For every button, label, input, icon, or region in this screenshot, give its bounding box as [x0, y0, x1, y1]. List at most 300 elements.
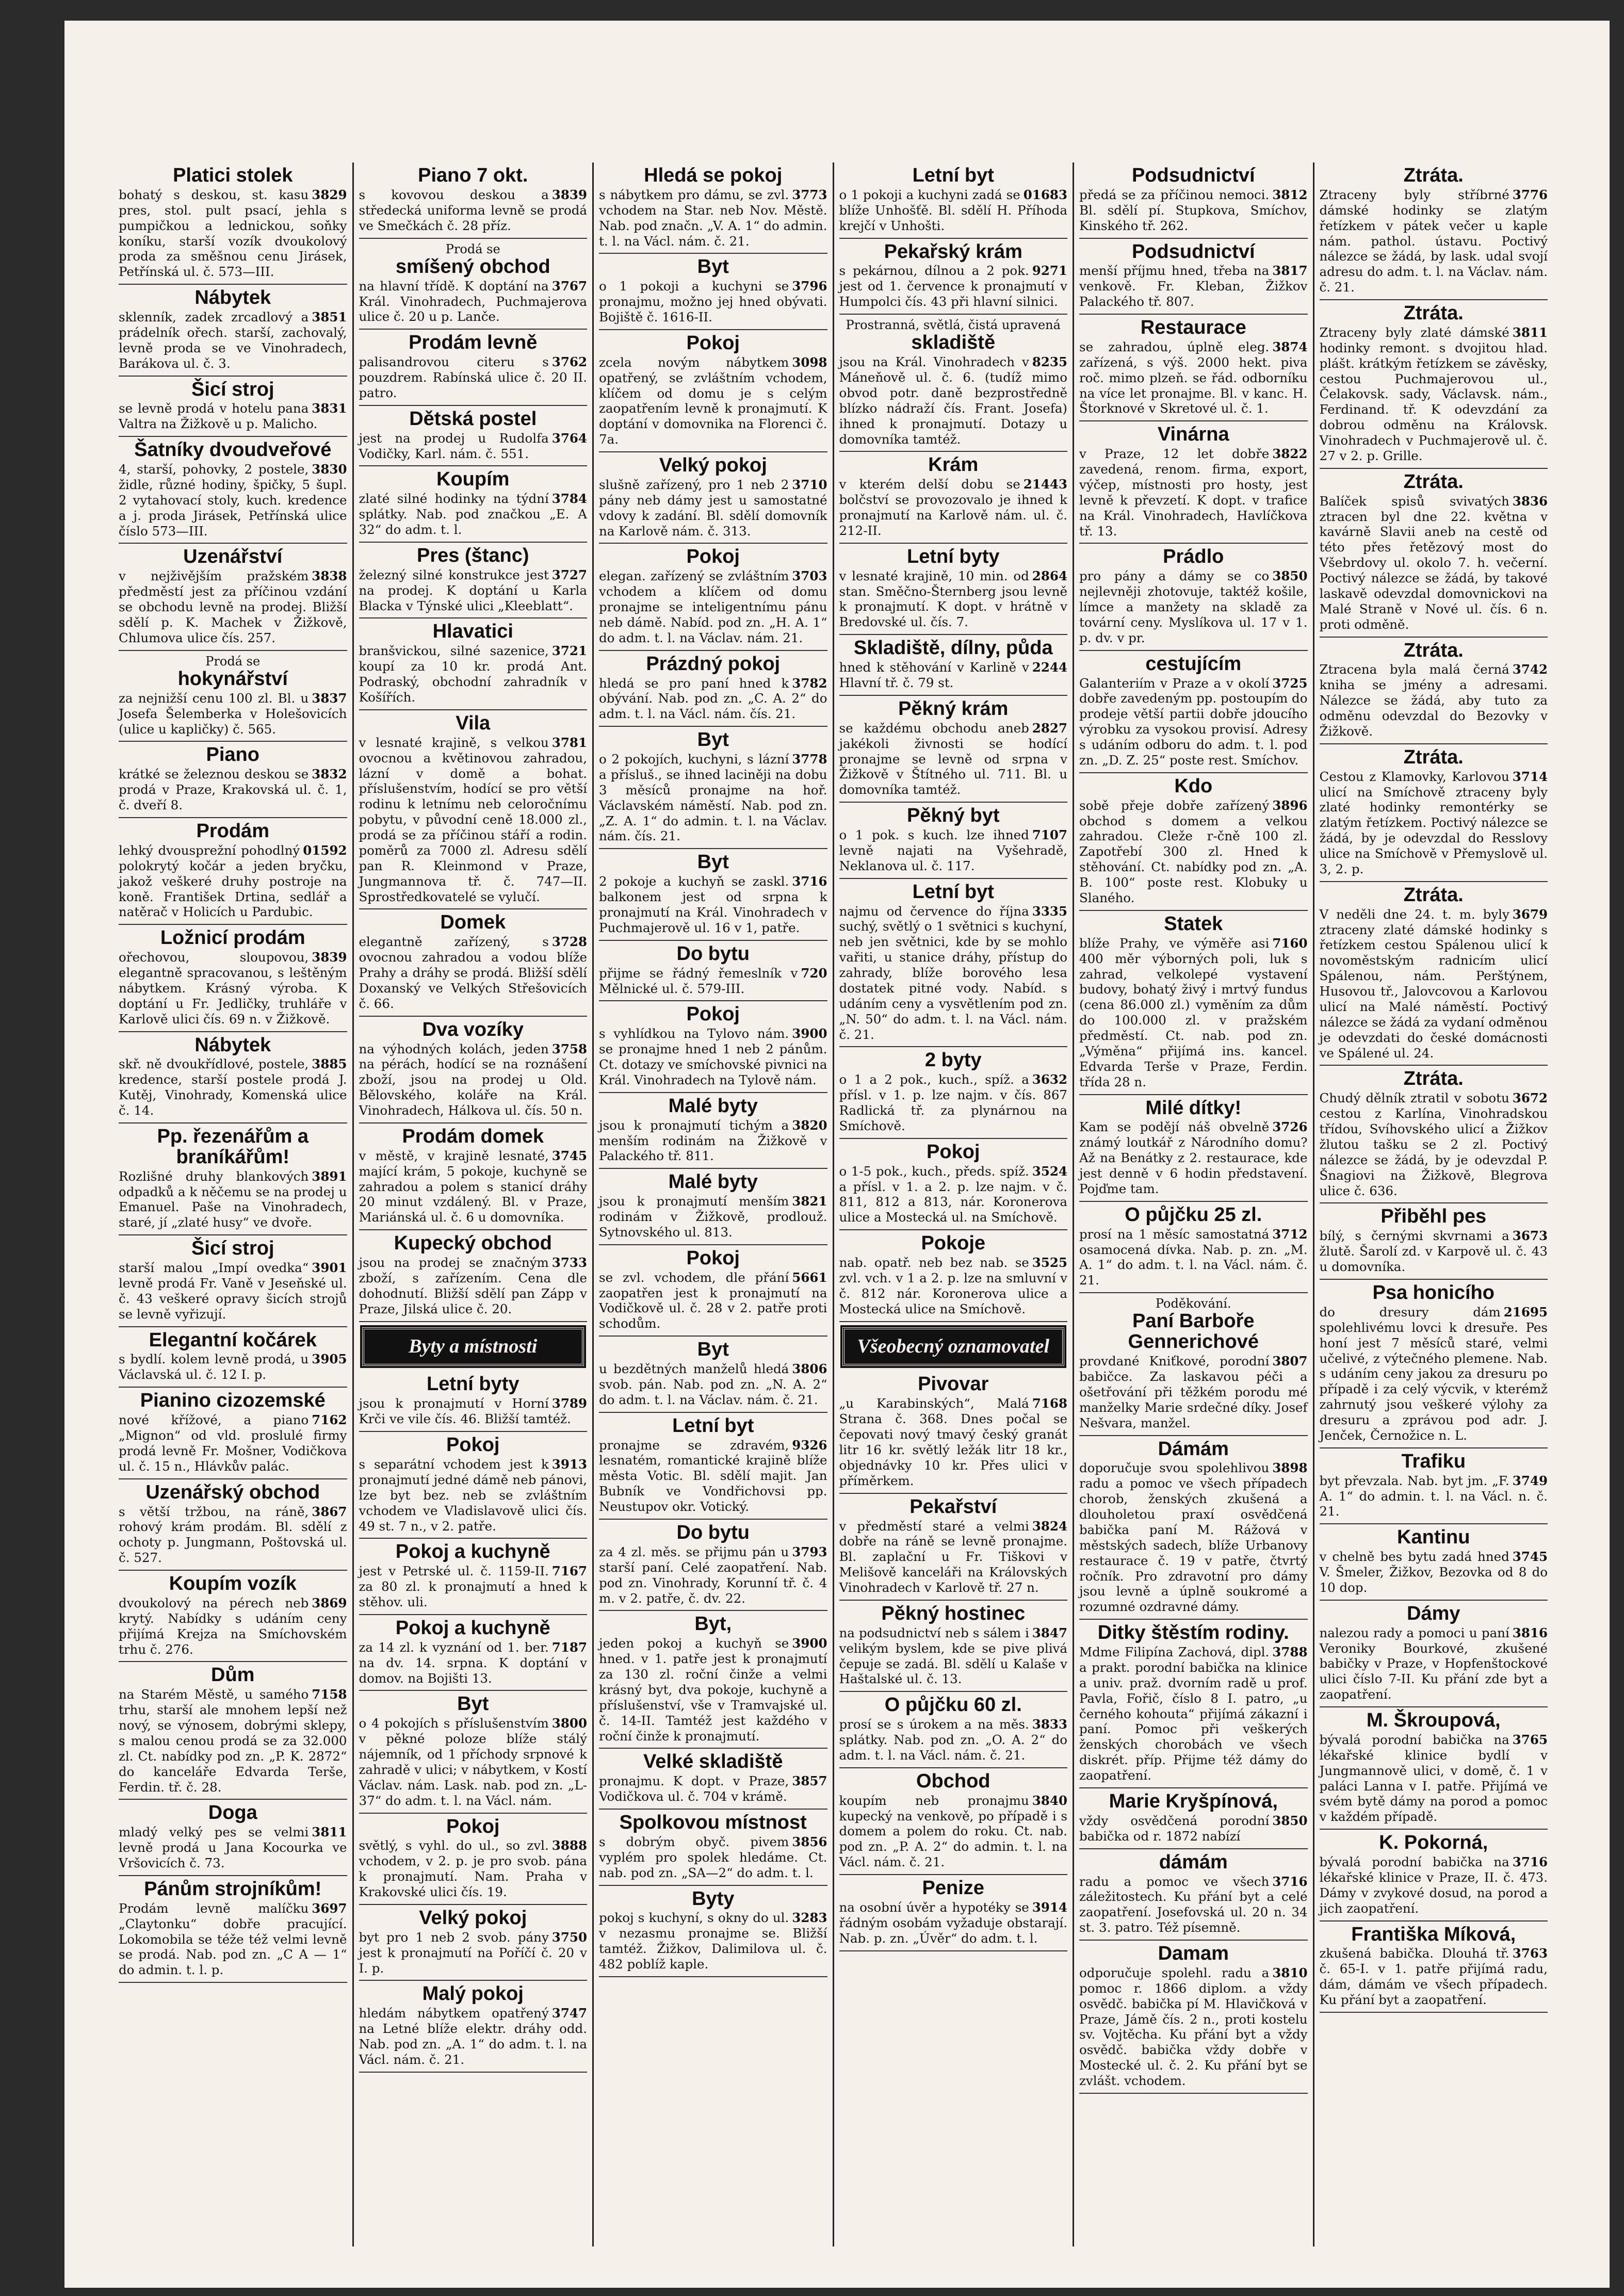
ad-text: palisandrovou citeru s pouzdrem. Rabínská ulice č. 20 II. patro. — [359, 354, 587, 400]
ad-text: s nábytkem pro dámu, se zvl. vchodem na Star. neb Nov. Městě. Nab. pod značn. „V. A. 1“ do admin. t. l. na Václ. nám. č. 21. — [599, 187, 827, 249]
classified-ad — [839, 1875, 1068, 1951]
ad-text: u bezdětných manželů hledá svob. pán. Nab. pod zn. „N. A. 2“ do adm. t. l. na Václav. nám. č. 21. — [599, 1361, 827, 1407]
classified-ad — [1320, 1601, 1548, 1707]
ad-heading: dámám — [1159, 1851, 1228, 1873]
ad-heading: cestujícím — [1145, 653, 1242, 675]
ad-text: na podsudnictví neb s sálem i velikým byslem, kde se pive plivá čepuje se zadá. Bl. sdělí u Kalaše v Haštalské ul. č. 13. — [839, 1625, 1067, 1687]
ad-number: 3679 — [1512, 906, 1548, 922]
ad-heading: Psa honicího — [1372, 1282, 1495, 1304]
ad-heading: Prádlo — [1163, 546, 1224, 568]
ad-number: 3782 — [792, 675, 827, 691]
ad-heading: Kdo — [1174, 775, 1213, 797]
ad-body — [1320, 1854, 1548, 1916]
classified-ad — [119, 1327, 347, 1388]
ad-text: Rozlišné druhy blankových odpadků a k něčemu se na prodej u Emanuel. Paše na Vinohradech, staré, jí „zlaté husy“ ve dvoře. — [119, 1168, 347, 1230]
ad-number: 3913 — [551, 1457, 587, 1472]
ad-number: 8235 — [1032, 354, 1067, 370]
ad-heading: O půjčku 60 zl. — [884, 1694, 1022, 1716]
ad-heading: Do bytu — [676, 942, 750, 965]
classified-ad — [119, 818, 347, 925]
ad-text: Balíček spisů svivatých ztracen byl dne 22. května v kavárně Slavii aneb na cestě od této přes řetězový most do Všebrdovy ul. okolo 7. h. večerní. Poctivý nálezce se žádá, by takové laskavě odevzdal domovnickovi na Malé Straně v Nové ul. čís. 6 n. proti odměně. — [1319, 493, 1548, 632]
ad-heading: O půjčku 25 zl. — [1125, 1203, 1262, 1226]
ad-body — [1320, 769, 1548, 877]
ad-number: 3821 — [792, 1194, 827, 1209]
ad-text: o 1 a 2 pok., kuch., spíž. a přísl. v 1. p. lze najm. v čís. 867 Radlická tř. za plynárnou na Smíchově. — [839, 1072, 1067, 1133]
ad-body — [359, 279, 588, 325]
ad-number: 01592 — [303, 842, 347, 858]
ad-body — [1320, 1732, 1548, 1825]
column-2 — [352, 162, 593, 2246]
ad-text: jsou k pronajmutí menším rodinám v Žižkově, prodlouž. Sytnovského ul. 813. — [599, 1194, 827, 1240]
ad-number: 3712 — [1272, 1226, 1308, 1242]
ad-heading: Ztráta. — [1403, 165, 1464, 186]
classified-ad — [119, 651, 347, 742]
section-banner: Všeobecný oznamovatel — [842, 1327, 1065, 1366]
ad-body — [1320, 1090, 1548, 1198]
ad-number: 3822 — [1272, 446, 1308, 462]
ad-text: odporučuje spolehl. radu a pomoc r. 1866 diplom. a vždy osvědč. babička pí M. Hlavičková v Praze, Jámě čís. 2 n., proti kostelu sv. Vojtěcha. Ku přání byt a vždy osvědč. babička vždy dobře v Mostecké ul. č. 2. Ku přání byt se zvlášt. vchodem. — [1079, 1965, 1308, 2089]
ad-text: blíže Prahy, ve výměře asi 400 měr výborných poli, luk s zahrad, velkolepé vystavení budovy, bohatý živý i mrtvý fundus (cena 86.000 zl.) vyměním za dům do 100.000 zl. v pražském předměstí. Ct. nab. pod zn. „Výměna“ přijímá ins. kancel. Edvarda Terše v Praze, Ferdin. třída 28 n. — [1079, 935, 1308, 1089]
classified-ad — [839, 1230, 1068, 1322]
ad-heading: Šicí stroj — [191, 378, 274, 400]
ad-heading: Trafiku — [1401, 1450, 1466, 1472]
ad-text: bývalá porodní babička na lékařské klinice bydlí v Jungmannově ulici, v domě, č. 1 v paláci Lanna v I. patře. Přijímá ve svém bytě dámy na porod a pomoc v každém případě. — [1319, 1732, 1548, 1825]
ad-text: prosí na 1 měsíc samostatná osamocená dívka. Nab. p. zn. „M. A. 1“ do adm. t. l. na Václ. nám. č. 21. — [1079, 1226, 1308, 1288]
ad-heading: Kantinu — [1397, 1526, 1470, 1549]
ad-heading: Hledá se pokoj — [644, 165, 783, 186]
ad-heading: Penize — [922, 1877, 984, 1899]
ad-heading: Ztráta. — [1403, 302, 1464, 324]
ad-body — [839, 660, 1068, 691]
ad-heading: Ztráta. — [1403, 639, 1464, 661]
ad-text: s větší tržbou, na ráně, rohový krám prodám. Bl. sdělí z ochoty p. Jungmann, Poštovská ul. č. 527. — [119, 1504, 347, 1566]
ad-text: Galanteriím v Praze a v okolí dobře zavedeným pp. postoupím do prodeje větší partii dobře jdoucího výrobku za vysokou provisí. Adresy s udáním odboru do adm. t. l. pod zn. „D. Z. 25“ poste rest. Smíchov. — [1079, 675, 1308, 768]
ad-heading: Pokoje — [921, 1232, 986, 1255]
ad-heading: Šatníky dvoudveřové — [134, 439, 332, 461]
ad-number: 3833 — [1032, 1717, 1067, 1732]
ad-body — [359, 1930, 588, 1976]
ad-text: branšvickou, silné sazenice, koupí za 10 kr. prodá Ant. Podraský, obchodní zahradník v Košířích. — [359, 643, 587, 705]
ad-number: 3829 — [312, 187, 347, 202]
ad-number: 9271 — [1032, 263, 1067, 279]
ad-heading: Letní byt — [912, 881, 994, 903]
ad-number: 3830 — [312, 462, 347, 477]
ad-body — [839, 1072, 1068, 1134]
ad-number: 3914 — [1032, 1899, 1067, 1915]
classified-ad — [1079, 1620, 1308, 1788]
classified-ad — [359, 239, 588, 330]
classified-ad — [119, 1388, 347, 1479]
ad-text: Mdme Filipína Zachová, dipl. a prakt. porodní babička na klinice a univ. praž. dvorním radě u prof. Pavla, Fořič, číslo 8 I. patro, „u černého kohouta“ přijímá zákazní i paní. Pomoc při veškerých ženských chorobách ve všech diskrét. příp. Přijme též dámy do zaopatření. — [1079, 1644, 1308, 1783]
classified-ad — [599, 1886, 827, 1977]
ad-heading: Prázdný pokoj — [646, 653, 781, 675]
ad-body — [119, 568, 347, 645]
ad-number: 3891 — [312, 1168, 347, 1184]
ad-body — [119, 950, 347, 1027]
column-5 — [1073, 162, 1313, 2246]
ad-heading: Prodám levně — [409, 332, 538, 354]
ad-heading: Hlavatici — [432, 621, 513, 643]
ad-heading: Pianino cizozemské — [140, 1390, 326, 1412]
ad-number: 3762 — [551, 354, 587, 370]
ad-number: 3716 — [792, 874, 827, 889]
classified-ad — [1079, 162, 1308, 239]
ad-body — [599, 187, 827, 249]
classified-ad — [599, 1001, 827, 1093]
classified-ad — [119, 742, 347, 818]
ad-number: 21695 — [1503, 1304, 1548, 1320]
ad-number: 3810 — [1272, 1965, 1308, 1980]
ad-heading: Pokoj — [927, 1141, 980, 1163]
classified-ad — [119, 925, 347, 1032]
ad-text: koupím neb pronajmu kupecký na venkově, po případě i s domem a polem do roku. Ct. nab. pod zn. „P. A. 2“ do admin. t. l. na Václ. nám. č. 21. — [839, 1793, 1067, 1870]
ad-body — [119, 310, 347, 371]
classified-ad — [119, 544, 347, 650]
ad-number: 3728 — [551, 934, 587, 950]
ad-heading: Pěkný byt — [906, 805, 1000, 827]
ad-text: v předměstí staré a velmi dobře na ráně se levně pronajme. Bl. zaplační u Fr. Tiškovi v Melišově kanceláři na Královských Vinohradech v Karlově tř. 27 n. — [839, 1518, 1067, 1595]
ad-body — [359, 1640, 588, 1686]
ad-heading: M. Škroupová, — [1366, 1709, 1501, 1732]
ad-number: 2244 — [1032, 660, 1067, 675]
ad-heading: Doga — [208, 1802, 257, 1824]
ad-body — [1320, 187, 1548, 295]
ad-text: lehký dvousprežní pohodlný polokrytý kočár a jeden bryčku, jakož veškeré druhy postroje na koně. František Drtina, sedlář a natěrač v Holicích u Pardubic. — [119, 842, 347, 920]
classified-ad — [119, 1123, 347, 1235]
ad-body — [599, 1026, 827, 1088]
ad-body — [1320, 1625, 1548, 1702]
ad-text: ořechovou, sloupovou, elegantně spracovanou, s leštěným nábytkem. Krásný výroba. K doptání u Fr. Jedličky, truhláře v Karlově ulici čís. 69 n. v Žižkově. — [119, 950, 347, 1027]
classified-ad — [599, 941, 827, 1002]
ad-heading: Vila — [456, 712, 491, 734]
ad-body — [359, 2006, 588, 2067]
ad-number: 3758 — [551, 1041, 587, 1056]
ad-heading: Františka Míková, — [1351, 1923, 1516, 1945]
classified-ad — [359, 1123, 588, 1230]
ad-body — [599, 355, 827, 447]
ad-heading: Letní byty — [907, 545, 1000, 567]
ad-heading: Letní byt — [912, 165, 994, 186]
ad-body — [599, 1910, 827, 1972]
ad-number: 3856 — [792, 1834, 827, 1849]
classified-ad — [599, 1169, 827, 1245]
ad-text: hledá se pro paní hned k obývání. Nab. pod zn. „C. A. 2“ do adm. t. l. na Václ. nám. čís. 21. — [599, 675, 827, 722]
ad-body — [599, 1636, 827, 1744]
classified-ad — [359, 1814, 588, 1905]
ad-number: 3283 — [792, 1910, 827, 1926]
ad-body — [119, 843, 347, 920]
ad-number: 3888 — [551, 1838, 587, 1853]
classified-ad — [359, 162, 588, 239]
ad-heading: Koupím vozík — [169, 1573, 297, 1595]
ad-text: byt převzala. Nab. byt jm. „F. A. 1“ do admin. t. l. na Václ. n. č. 21. — [1319, 1473, 1548, 1519]
classified-ad — [599, 452, 827, 544]
ad-number: 3850 — [1272, 1813, 1308, 1828]
ad-text: za nejnižší cenu 100 zl. Bl. u Josefa Šelemberka v Holešovicích (ulice u kapličky) č. 565. — [119, 690, 347, 737]
classified-ad — [1320, 1830, 1548, 1921]
classified-ad — [119, 1032, 347, 1123]
classified-ad — [839, 635, 1068, 696]
ad-number: 3901 — [312, 1260, 347, 1276]
ad-heading: 2 byty — [924, 1049, 982, 1071]
classified-ad — [1320, 1066, 1548, 1203]
ad-text: jest na prodej u Rudolfa Vodičky, Karl. nám. č. 551. — [359, 430, 549, 461]
ad-number: 3838 — [312, 568, 347, 584]
ad-number: 3727 — [551, 567, 587, 582]
classified-ad — [839, 1768, 1068, 1875]
classified-ad — [1320, 744, 1548, 882]
ad-text: za 14 zl. k vyznání od 1. ber. na dv. 14. srpna. K doptání v domov. na Bojišti 13. — [359, 1639, 587, 1686]
ad-heading: Do bytu — [676, 1521, 750, 1543]
ad-text: V neděli dne 24. t. m. byly ztraceny zlaté dámské hodinky s řetízkem cestou Spálenou ulicí k novoměstským radnicím ulicí Spálenou, nám. Perštýnem, Husovou tř., Jalovcovou a Karlovou ulicí na Malé náměstí. Poctivý nálezce se žádá za vydaní odměnou je odevzdati do české domácnosti ve Spálené ul. 24. — [1319, 906, 1548, 1061]
ad-heading: Pokoj — [446, 1434, 500, 1456]
ad-body — [119, 401, 347, 432]
ad-heading: Malé byty — [668, 1171, 758, 1193]
ad-text: pronajme se zdravém, lesnatém, romantické krajině blíže města Votic. Bl. sdělí majit. Jan Bubník ve Vondřichovsi pp. Neustupov okr. Votický. — [599, 1437, 827, 1515]
ad-body — [119, 767, 347, 813]
ad-heading: Dámám — [1158, 1438, 1229, 1460]
ad-text: dvoukolový na pérech neb krytý. Nabídky s udáním ceny přijímá Krejza na Smíchovském trhu č. 276. — [119, 1595, 347, 1657]
ad-body — [359, 735, 588, 905]
ad-body — [1320, 1305, 1548, 1443]
ad-heading: Krám — [928, 454, 979, 476]
ad-body — [599, 1438, 827, 1515]
ad-text: se zvl. vchodem, dle přání zaopatřen jest k pronajmutí na Vodičkově ul. č. 28 v 2. patře proti schodům. — [599, 1269, 827, 1331]
ad-heading: Podsudnictví — [1131, 240, 1255, 263]
column-6 — [1313, 162, 1553, 2246]
ad-text: o 2 pokojích, kuchyni, s lázní a přísluš., se ihned laciněji na dobu 3 měsíců pronajme na hoř. Václavském náměstí. Nab. pod zn. „Z. A. 1“ do admin. t. l. na Václav. nám. čís. 21. — [599, 752, 827, 844]
ad-body — [839, 568, 1068, 630]
ad-number: 3806 — [792, 1361, 827, 1377]
ad-heading: hokynářství — [177, 667, 288, 690]
ad-text: pokoj s kuchyní, s okny do ul. v nezasmu pronajme se. Bližší tamtéž. Žižkov, Dalimilova ul. č. 482 poblíž kaple. — [599, 1910, 827, 1972]
ad-text: o 1 pokoji a kuchyni se pronajmu, možno jej hned obývati. Bojiště č. 1616-II. — [599, 279, 827, 325]
classified-ad — [359, 909, 588, 1016]
ad-text: mladý velký pes se velmi levně prodá u Jana Kocourka ve Vršovicích č. 73. — [119, 1825, 347, 1871]
classified-ad — [1079, 773, 1308, 911]
ad-heading: Šicí stroj — [191, 1237, 274, 1260]
classified-ad — [839, 803, 1068, 879]
ad-heading: Malý pokoj — [422, 1983, 524, 2005]
ad-text: na osobní úvěr a hypotéky se řádným osobám vyžaduje obstarají. Nab. p. zn. „Úvěr“ do adm. t. l. — [839, 1899, 1067, 1946]
ad-body — [119, 1825, 347, 1871]
classified-ad — [1320, 1524, 1548, 1601]
ad-body — [359, 567, 588, 614]
classified-ad — [1079, 1788, 1308, 1849]
ad-heading: smíšený obchod — [395, 255, 550, 278]
ad-text: provdané Kniťkové, porodní babičce. Za laskavou péči a ošetřování při těžkém porodu mé manželky Marie srdečné díky. Josef Nešvara, manžel. — [1079, 1354, 1308, 1430]
ad-number: 3773 — [792, 187, 827, 202]
ad-text: o 4 pokojích s příslušenstvím v pěkné poloze blíže stálý nájemník, od 1 příchody srpnové k zahradě v ulici; v nábytkem, v Kostí Václav. nám. Lask. nab. pod zn. „L-37“ do adm. t. l. na Václ. nám. — [359, 1716, 587, 1808]
ad-body — [599, 279, 827, 325]
ad-text: zcela novým nábytkem opatřený, se zvláštním vchodem, klíčem od domu je s celým zaopatřením levně k pronajmutí. K doptání v domovnika na Florenci č. 7a. — [599, 354, 827, 447]
ad-body — [599, 874, 827, 936]
ad-body — [1320, 494, 1548, 632]
ad-number: 2827 — [1032, 720, 1067, 736]
ad-body — [599, 477, 827, 539]
ad-heading: Ložnicí prodám — [160, 927, 305, 949]
ad-text: železný silné konstrukce jest na prodej. K doptání u Karla Blacka v Týnské ulici „Kleeblatt“. — [359, 567, 587, 613]
ad-heading: Pp. řezenářům a braníkářům! — [157, 1125, 309, 1168]
ad-heading: Malé byty — [668, 1095, 758, 1117]
ad-text: na výhodných kolách, jeden na pérách, hodící se na roznášení zboží, jsou na prodej u Old. Bělovského, koláře na Král. Vinohradech, Hálkova ul. čís. 50 n. — [359, 1041, 587, 1118]
ad-number: 3885 — [312, 1056, 347, 1072]
ad-body — [1079, 1644, 1308, 1783]
ad-number: 720 — [801, 965, 827, 981]
classified-ad — [359, 1615, 588, 1691]
classified-ad — [1320, 882, 1548, 1066]
ad-body — [119, 1169, 347, 1231]
ad-heading: Ztráta. — [1403, 1068, 1464, 1090]
ad-heading: Pokoj — [446, 1815, 500, 1837]
ad-body — [1079, 798, 1308, 906]
ad-heading: Byt — [457, 1693, 489, 1715]
ad-preheading: Poděkování. — [1155, 1296, 1231, 1311]
ad-number: 3733 — [551, 1255, 587, 1271]
ad-body — [1079, 1227, 1308, 1289]
ad-body — [1079, 1119, 1308, 1196]
ad-number: 3867 — [312, 1504, 347, 1519]
ad-body — [839, 477, 1068, 539]
ad-preheading: Prodá se — [205, 654, 261, 669]
ad-body — [839, 1164, 1068, 1226]
classified-ad — [839, 1371, 1068, 1493]
ad-text: se zahradou, úplně eleg. zařízená, s výš. 2000 hekt. piva roč. mimo plzeň. se řád. odborníku na více let pronajme. Bl. v kanc. H. Štorknové v Skretové ul. č. 1. — [1079, 339, 1308, 416]
ad-body — [359, 1255, 588, 1317]
ad-heading: Velký pokoj — [419, 1907, 527, 1929]
classified-ad — [599, 651, 827, 727]
ad-text: s kovovou deskou a středecká uniforma levně se prodá ve Smečkách č. 28 příz. — [359, 187, 587, 233]
ad-heading: Pokoj — [686, 546, 740, 568]
ad-text: v městě, v krajině lesnaté, mající krám, 5 pokoje, kuchyně se zahradou a polem s stanicí dráhy 20 minut vzdálený. Bl. v Praze, Mariánská ul. č. 6 u domovníka. — [359, 1148, 587, 1225]
ad-number: 3840 — [1032, 1793, 1067, 1808]
ad-body — [599, 568, 827, 645]
classified-ad — [1320, 1203, 1548, 1280]
ad-number: 7160 — [1272, 935, 1308, 951]
ad-text: jsou k pronajmutí v Horní Krči ve vile čís. 46. Bližší tamtéž. — [359, 1396, 571, 1427]
ad-text: pronajmu. K dopt. v Praze, Vodičkova ul. č. 704 v krámě. — [599, 1773, 789, 1804]
ad-body — [119, 1901, 347, 1978]
ad-number: 3764 — [551, 430, 587, 446]
ad-text: radu a pomoc ve všech záležitostech. Ku přání byt a celé zaopatření. Josefovská ul. 20 n. 34 st. 3. patro. Též písemně. — [1079, 1874, 1308, 1935]
classified-ad — [1320, 1448, 1548, 1525]
classified-ad — [839, 239, 1068, 315]
ad-preheading: Prodá se — [445, 241, 500, 256]
ad-body — [1079, 568, 1308, 645]
classified-ad — [599, 1337, 827, 1413]
ad-number: 9326 — [792, 1437, 827, 1453]
ad-number: 3335 — [1032, 903, 1067, 919]
classified-ad — [1320, 469, 1548, 638]
ad-number: 3896 — [1272, 797, 1308, 813]
ad-heading: Prodám domek — [402, 1125, 544, 1147]
classified-ad — [359, 543, 588, 619]
ad-number: 3900 — [792, 1026, 827, 1041]
ad-heading: Uzenářství — [183, 546, 283, 568]
ad-body — [599, 1361, 827, 1408]
ad-heading: Nábytek — [194, 1034, 271, 1056]
ad-heading: Byt — [697, 851, 729, 873]
ad-heading: Velké skladiště — [643, 1751, 783, 1773]
ad-number: 3672 — [1512, 1090, 1548, 1106]
ad-number: 3763 — [1512, 1946, 1548, 1961]
ad-text: nové křížové, a piano „Mignon“ od vld. proslulé firmy prodá levně Fr. Mošner, Vodičkova ul. č. 15 n., Hlávkův palác. — [119, 1412, 347, 1474]
ad-number: 3836 — [1512, 493, 1548, 509]
ad-number: 5661 — [792, 1269, 827, 1285]
classified-ad — [599, 1611, 827, 1749]
classified-ad — [119, 1876, 347, 1983]
ad-text: doporučuje svou spolehlivou radu a pomoc ve všech případech chorob, ženských zkušená a dlouholetou praxí osvědčená babička paní M. Rážová v městských sadech, blíže Urbanovy restaurace č. 19 v patře, čtvrtý ročník. Pro zdravotní pro dámy jsou levně a úplně soukromé a rozumné ozdravné dámy. — [1079, 1460, 1308, 1615]
ad-heading: Spolkovou místnost — [619, 1812, 807, 1834]
ad-heading: Podsudnictví — [1131, 165, 1255, 186]
classified-ad — [359, 466, 588, 543]
ad-heading: Byt — [697, 256, 729, 278]
ad-number: 21443 — [1023, 477, 1067, 492]
ad-number: 3832 — [312, 767, 347, 782]
ad-number: 3824 — [1032, 1518, 1067, 1534]
ad-number: 7158 — [312, 1687, 347, 1702]
classified-ad — [839, 1047, 1068, 1138]
ad-number: 3816 — [1512, 1625, 1548, 1640]
ad-number: 3839 — [312, 950, 347, 965]
ad-heading: Byt — [697, 1339, 729, 1361]
ad-text: najmu od července do října suchý, světlý o 1 světnici s kuchyní, neb jen světnici, kde by se mohlo vařiti, u stanice dráhy, přístup do zahrady, blíže borového lesa dostatek pitné vody. Nabíd. s udáním ceny a vysvětlením pod zn. „N. 50“ do adm. t. l. na Václ. nám. č. 21. — [839, 903, 1067, 1042]
ad-body — [359, 934, 588, 1011]
ad-text: sklenník, zadek zrcadlový a prádelník ořech. starší, zachovalý, levně proda se ve Vinohradech, Barákova ul. č. 3. — [119, 310, 347, 371]
ad-text: bílý, s černými skvrnami a žlutě. Šarolí zd. v Karpově ul. č. 43 u domovníka. — [1319, 1228, 1548, 1275]
ad-heading: Piano — [206, 744, 259, 766]
classified-ad — [1320, 638, 1548, 744]
ad-heading: Pěkný hostinec — [881, 1602, 1026, 1624]
ad-text: skř. ně dvoukřídlové, postele, kredence, starší postele prodá J. Kutěj, Vinohrady, Komenská ulice č. 14. — [119, 1056, 347, 1118]
ad-number: 3789 — [551, 1396, 587, 1411]
ad-body — [359, 1564, 588, 1610]
classified-ad — [119, 1662, 347, 1800]
ad-heading: Byt — [697, 729, 729, 751]
classified-ad — [839, 162, 1068, 239]
classified-ad — [1079, 1941, 1308, 2094]
ad-text: s dobrým obyč. pivem vyplém pro spolek hledáme. Ct. nab. pod zn. „SA—2“ do adm. t. l. — [599, 1834, 827, 1880]
ad-heading: Ztráta. — [1403, 746, 1464, 768]
ad-number: 3811 — [1512, 324, 1548, 340]
classified-ad — [599, 1093, 827, 1169]
ad-body — [119, 1351, 347, 1382]
ad-number: 7162 — [312, 1412, 347, 1428]
ad-number: 3788 — [1272, 1644, 1308, 1660]
ad-preheading: Prostranná, světlá, čistá upravená — [846, 318, 1061, 333]
ad-text: jsou k pronajmutí tichým a menším rodinám na Žižkově v Palackého tř. 811. — [599, 1117, 827, 1164]
ad-text: sobě přeje dobře zařízený obchod s domem a velkou zahradou. Cleže r-čně 100 zl. Zapotřebí 300 zl. Hned k stěhování. Ct. nabídky pod zn. „A. B. 100“ poste rest. Klobuky u Slaného. — [1079, 797, 1308, 905]
ad-heading: Piano 7 okt. — [418, 165, 528, 186]
ad-body — [839, 187, 1068, 234]
ad-number: 3747 — [551, 2006, 587, 2021]
classified-ad — [839, 544, 1068, 635]
ad-number: 3857 — [792, 1773, 827, 1789]
classified-ad — [1320, 1280, 1548, 1448]
ad-text: zlaté silné hodinky na týdní splátky. Nab. pod značkou „E. A 32“ do adm. t. l. — [359, 491, 587, 538]
ad-heading: Kupecký obchod — [394, 1232, 552, 1255]
ad-body — [1079, 263, 1308, 310]
ad-text: „u Karabinských“, Malá Strana č. 368. Dnes počal se čepovati nový tmavý český granát litr 16 kr. světlý ležák litr 18 kr., objednávky 10 kr. Přes ulici v příměrkem. — [839, 1396, 1067, 1488]
ad-text: se každému obchodu aneb jakékoli živnosti se hodící pronajme se levně od srpna v Žižkově v Štítného ul. 711. Bl. u domovníka tamtéž. — [839, 720, 1067, 797]
classified-ad — [839, 1692, 1068, 1768]
ad-body — [119, 1595, 347, 1657]
ad-body — [839, 1900, 1068, 1946]
classified-ad — [119, 1479, 347, 1571]
ad-body — [599, 1194, 827, 1240]
ad-text: Cestou z Klamovky, Karlovou ulicí na Smíchově ztraceny byly zlaté hodinky remontérky se zlatým řetízkem. Poctivý nálezce se žádá, by je odevzdal do Resslovy ulice na Smíchově v Přemyslově ul. 3, 2. p. — [1319, 769, 1548, 876]
classified-ad — [119, 437, 347, 544]
